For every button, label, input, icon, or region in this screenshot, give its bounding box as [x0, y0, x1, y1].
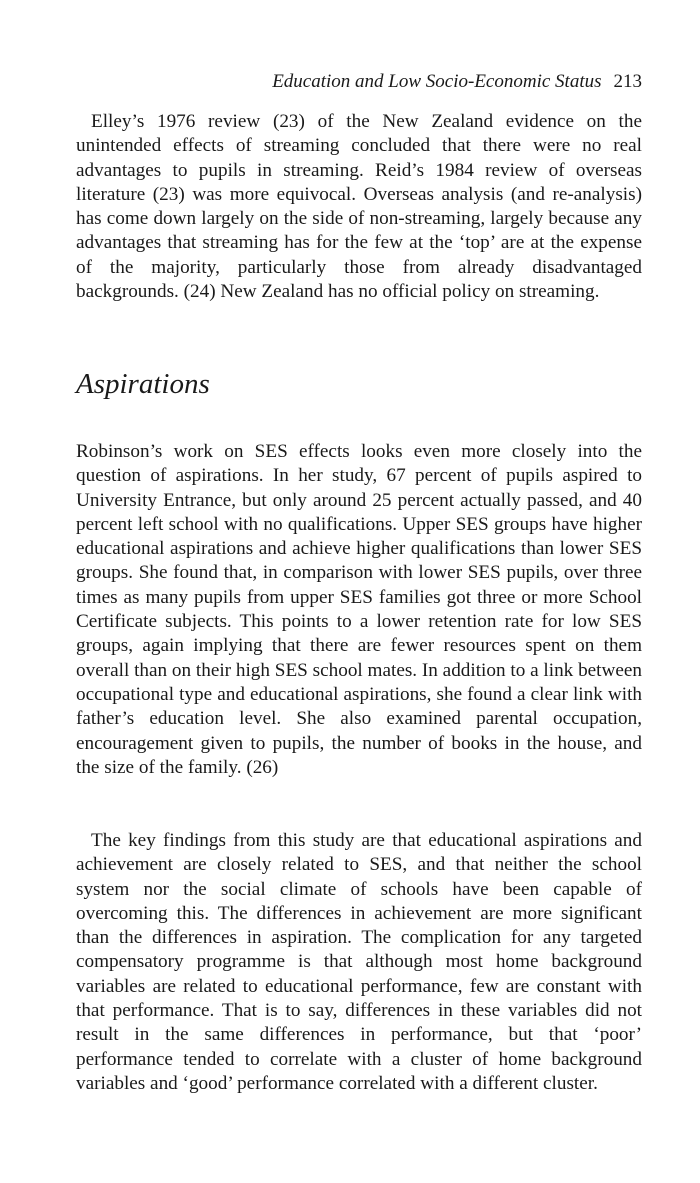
page-number: 213 [613, 71, 642, 92]
paragraph-key-findings: The key findings from this study are that educational aspirations and achievement are closely related to SES, and that neither the school system nor the social climate of schools have been capable of overcoming this. The differences in achievement are more significant than the differences in aspiration. The complication for any targeted compensatory programme is that although most home background variables are related to educational performance, few are constant with that performance. That is to say, differences in these variables did not result in the same differences in performance, but that ‘poor’ performance tended to correlate with a cluster of home background variables and ‘good’ performance correlated with a different cluster. [76, 830, 642, 1094]
section-heading: Aspirations [76, 368, 210, 400]
running-head [76, 70, 642, 94]
paragraph-aspirations: Robinson’s work on SES effects looks even more closely into the question of aspirations. In her study, 67 percent of pupils aspired to University Entrance, but only around 25 percent actually passed, and 40 percent left school with no qualifications. Upper SES groups have higher educational aspirations and achieve higher qualifications than lower SES groups. She found that, in comparison with lower SES pupils, over three times as many pupils from upper SES families got three or more School Certificate subjects. This points to a lower retention rate for low SES groups, again implying that there are fewer resources spent on them overall than on their high SES school mates. In addition to a link between occupational type and educational aspirations, she found a clear link with father’s education level. She also examined parental occupation, encouragement given to pupils, the number of books in the house, and the size of the family. (26) [76, 441, 642, 778]
paragraph-streaming: Elley’s 1976 review (23) of the New Zealand evidence on the unintended effects of streaming concluded that there were no real advantages to pupils in streaming. Reid’s 1984 review of overseas literature (23) was more equivocal. Overseas analysis (and re-analysis) has come down largely on the side of non-streaming, largely because any advantages that streaming has for the few at the ‘top’ are at the expense of the majority, particularly those from already disadvantaged backgrounds. (24) New Zealand has no official policy on streaming. [76, 111, 642, 303]
running-title: Education and Low Socio-Economic Status [272, 71, 602, 92]
